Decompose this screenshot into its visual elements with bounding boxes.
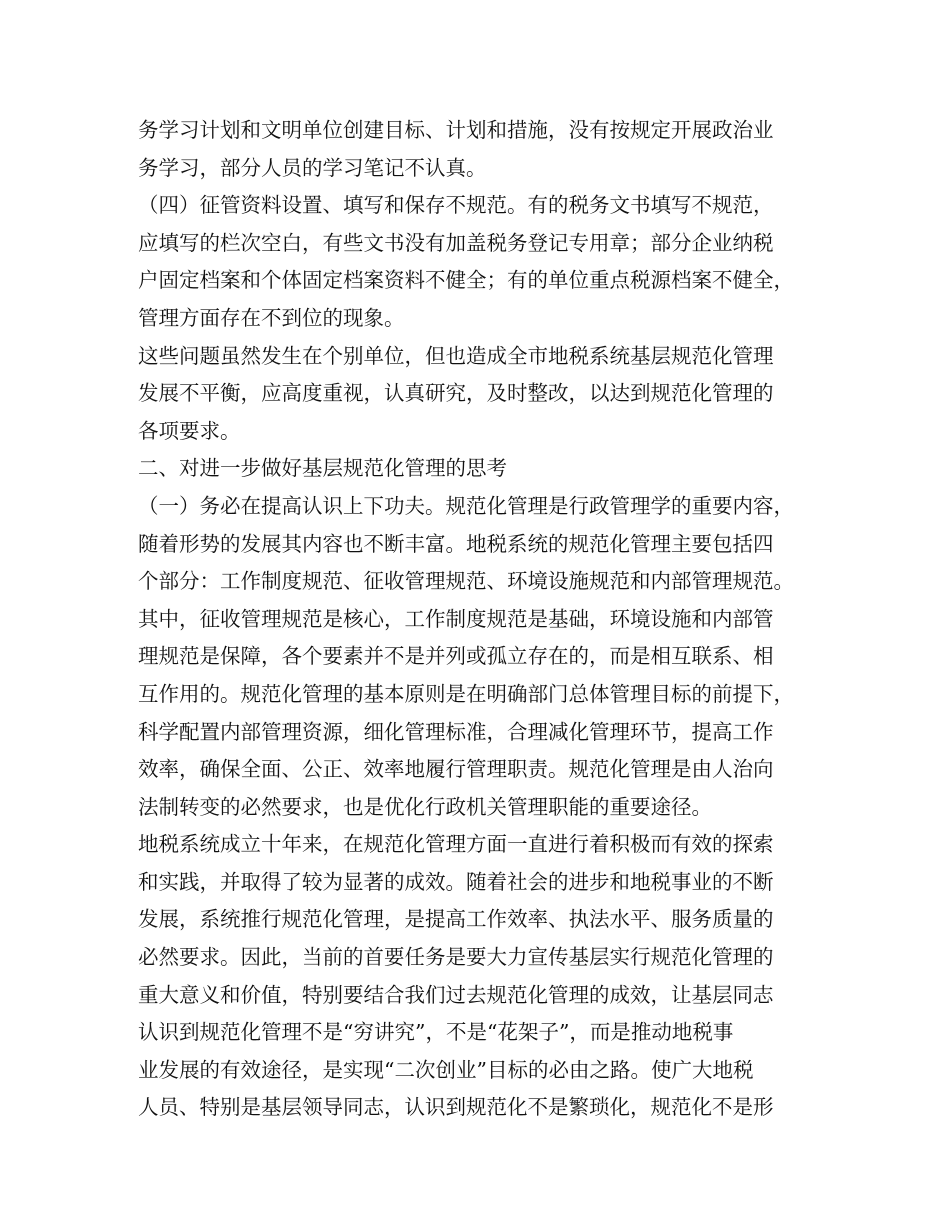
text-line: 管理方面存在不到位的现象。 [138, 305, 405, 330]
text-line: 户固定档案和个体固定档案资料不健全；有的单位重点税源档案不健全， [138, 268, 794, 293]
text-line: 务学习计划和文明单位创建目标、计划和措施，没有按规定开展政治业 [138, 118, 774, 142]
text-line: 和实践，并取得了较为显著的成效。随着社会的进步和地税事业的不断 [138, 869, 774, 894]
text-line: 重大意义和价值，特别要结合我们过去规范化管理的成效，让基层同志 [138, 982, 774, 1007]
text-line: 地税系统成立十年来，在规范化管理方面一直进行着积极而有效的探索 [138, 832, 774, 857]
section-heading: 二、对进一步做好基层规范化管理的思考 [138, 456, 507, 481]
text-line: 个部分：工作制度规范、征收管理规范、环境设施规范和内部管理规范。 [138, 569, 794, 594]
text-line: 互作用的。规范化管理的基本原则是在明确部门总体管理目标的前提下， [138, 681, 794, 706]
text-line: 随着形势的发展其内容也不断丰富。地税系统的规范化管理主要包括四 [138, 531, 774, 556]
text-line: （一）务必在提高认识上下功夫。规范化管理是行政管理学的重要内容， [138, 493, 794, 518]
text-line: 理规范是保障，各个要素并不是并列或孤立存在的，而是相互联系、相 [138, 644, 774, 669]
text-line: 业发展的有效途径，是实现“二次创业”目标的必由之路。使广大地税 [138, 1057, 754, 1082]
text-line: 其中，征收管理规范是核心，工作制度规范是基础，环境设施和内部管 [138, 606, 774, 631]
text-line: 认识到规范化管理不是“穷讲究”，不是“花架子”，而是推动地税事 [138, 1020, 734, 1045]
text-line: 务学习，部分人员的学习笔记不认真。 [138, 155, 487, 180]
text-line: 人员、特别是基层领导同志，认识到规范化不是繁琐化，规范化不是形 [138, 1095, 774, 1120]
text-line: 发展，系统推行规范化管理，是提高工作效率、执法水平、服务质量的 [138, 907, 774, 932]
text-line: 应填写的栏次空白，有些文书没有加盖税务登记专用章；部分企业纳税 [138, 230, 774, 255]
text-line: （四）征管资料设置、填写和保存不规范。有的税务文书填写不规范， [138, 193, 774, 218]
text-line: 这些问题虽然发生在个别单位，但也造成全市地税系统基层规范化管理 [138, 343, 774, 368]
text-line: 法制转变的必然要求，也是优化行政机关管理职能的重要途径。 [138, 794, 712, 819]
text-line: 发展不平衡，应高度重视，认真研究，及时整改，以达到规范化管理的 [138, 381, 774, 406]
text-line: 效率，确保全面、公正、效率地履行管理职责。规范化管理是由人治向 [138, 757, 774, 782]
text-line: 各项要求。 [138, 418, 241, 443]
text-line: 必然要求。因此，当前的首要任务是要大力宣传基层实行规范化管理的 [138, 945, 774, 970]
text-line: 科学配置内部管理资源，细化管理标准，合理减化管理环节，提高工作 [138, 719, 774, 744]
body-text [138, 112, 838, 1127]
